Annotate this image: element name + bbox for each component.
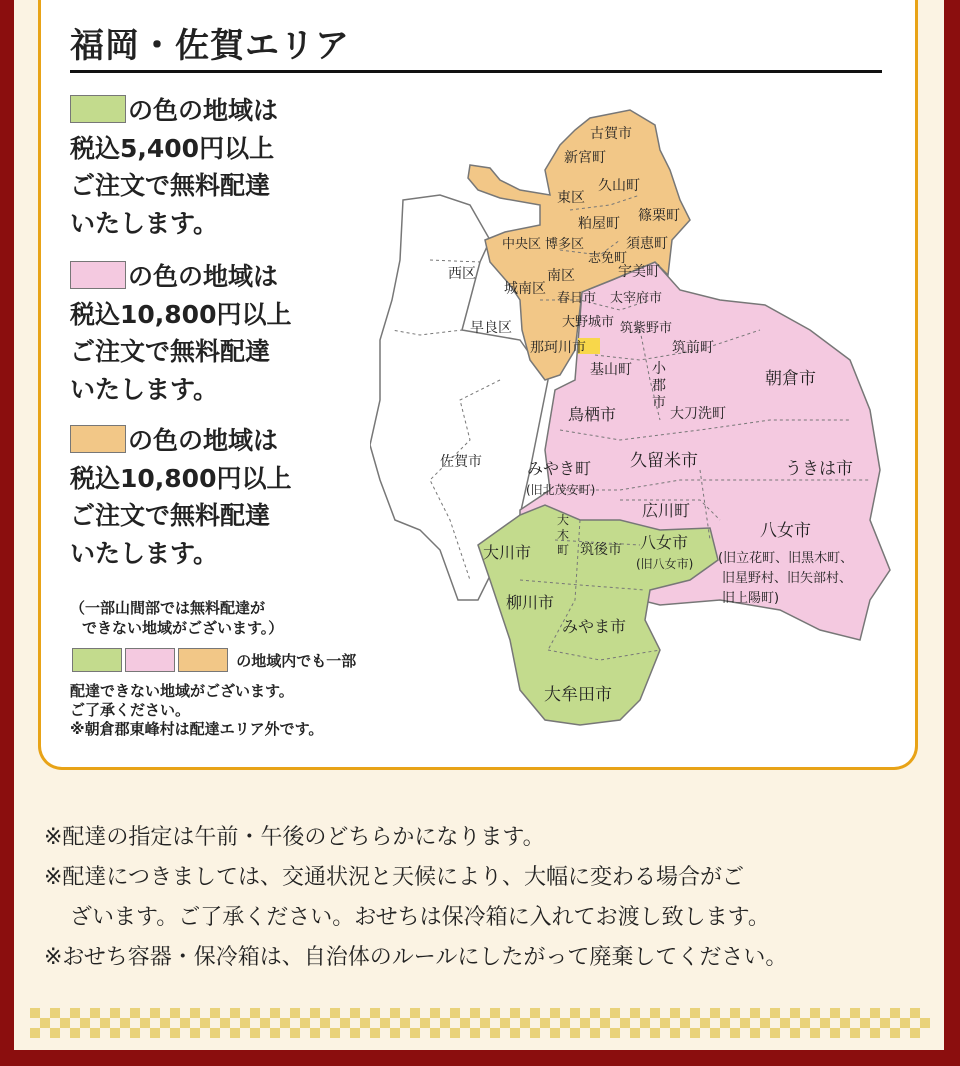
checker-border — [30, 1008, 930, 1038]
legend-text: ご注文で無料配達 — [70, 337, 271, 366]
legend-text: いたします。 — [70, 538, 219, 568]
place-label: 柳川市 — [506, 593, 555, 612]
place-label: (旧北茂安町) — [526, 483, 596, 497]
legend-text: 税込10,800円以上 — [70, 299, 292, 329]
place-label: 大刀洗町 — [670, 406, 726, 422]
legend-text: の色の地域は — [128, 96, 279, 125]
place-label: 粕屋町 — [578, 216, 620, 232]
place-label: 志免町 — [588, 251, 628, 266]
note-line: ※おせち容器・保冷箱は、自治体のルールにしたがって廃棄してください。 — [44, 945, 788, 970]
green-swatch — [72, 648, 122, 672]
note-line: ※配達の指定は午前・午後のどちらかになります。 — [44, 825, 545, 850]
place-label: 小 — [652, 361, 666, 377]
place-label: 旧星野村、旧矢部村、 — [722, 571, 853, 586]
place-label: 博多区 — [545, 237, 585, 252]
place-label: 鳥栖市 — [568, 405, 617, 424]
delivery-map — [370, 105, 900, 735]
place-label: 早良区 — [470, 320, 512, 336]
place-label: 太宰府市 — [610, 291, 663, 306]
place-label: (旧八女市) — [636, 557, 694, 571]
place-label: 郡 — [652, 378, 666, 394]
place-label: (旧立花町、旧黒木町、 — [718, 551, 854, 566]
note-line: ざいます。ご了承ください。おせちは保冷箱に入れてお渡し致します。 — [70, 905, 770, 930]
pink-swatch — [70, 261, 126, 289]
note-line: できない地域がございます。） — [82, 619, 284, 637]
place-label: 広川町 — [642, 501, 691, 520]
legend-text: ご注文で無料配達 — [70, 501, 271, 530]
place-label: みやま市 — [562, 617, 627, 636]
orange-swatch — [70, 425, 126, 453]
place-label: 大 — [557, 513, 570, 527]
place-label: みやき町 — [527, 459, 592, 478]
partial-note — [70, 682, 323, 739]
orange-swatch — [178, 648, 228, 672]
note-line: 配達できない地域がございます。 — [70, 682, 294, 700]
legend-text: 税込10,800円以上 — [70, 463, 292, 493]
place-label: 朝倉市 — [765, 369, 816, 389]
legend-text: の色の地域は — [128, 426, 279, 455]
place-label: 八女市 — [640, 533, 689, 552]
place-label: 基山町 — [590, 362, 632, 378]
place-label: 町 — [557, 543, 570, 557]
note-line: ※配達につきましては、交通状況と天候により、大幅に変わる場合がご — [44, 865, 744, 890]
swatch-row — [72, 648, 356, 672]
place-label: 佐賀市 — [440, 454, 482, 470]
legend-green — [70, 92, 278, 242]
legend-text: 税込5,400円以上 — [70, 133, 275, 163]
place-label: 旧上陽町) — [722, 591, 780, 606]
page-title: 福岡・佐賀エリア — [70, 26, 350, 66]
place-label: 大川市 — [483, 543, 532, 562]
place-label: 新宮町 — [564, 150, 606, 166]
legend-orange — [70, 422, 291, 572]
delivery-notes — [44, 818, 924, 978]
place-label: 西区 — [448, 266, 476, 282]
mountain-note — [70, 598, 283, 638]
note-line: （一部山間部では無料配達が — [70, 599, 266, 617]
title-underline — [70, 70, 882, 73]
green-swatch — [70, 95, 126, 123]
legend-text: いたします。 — [70, 374, 219, 404]
place-label: 筑紫野市 — [620, 321, 673, 336]
legend-text: ご注文で無料配達 — [70, 171, 271, 200]
legend-text: いたします。 — [70, 208, 219, 238]
note-line: の地域内でも一部 — [236, 652, 357, 670]
place-label: 市 — [652, 395, 666, 411]
place-label: 筑後市 — [580, 542, 622, 558]
place-label: 久留米市 — [630, 451, 698, 471]
place-label: うきは市 — [785, 459, 853, 479]
place-label: 久山町 — [598, 178, 640, 194]
pink-swatch — [125, 648, 175, 672]
place-label: 宇美町 — [618, 264, 660, 280]
place-label: 木 — [557, 528, 570, 542]
legend-pink — [70, 258, 291, 408]
place-label: 筑前町 — [672, 340, 714, 356]
place-label: 東区 — [557, 190, 585, 206]
note-line: ※朝倉郡東峰村は配達エリア外です。 — [70, 720, 324, 738]
place-label: 中央区 — [502, 237, 542, 252]
place-label: 篠栗町 — [638, 208, 680, 224]
place-label: 大牟田市 — [544, 685, 612, 705]
place-label: 古賀市 — [590, 126, 632, 142]
place-label: 大野城市 — [562, 315, 615, 330]
place-label: 城南区 — [504, 281, 546, 297]
place-label: 春日市 — [557, 291, 597, 306]
note-line: ご了承ください。 — [70, 701, 191, 719]
place-label: 八女市 — [760, 521, 811, 541]
legend-text: の色の地域は — [128, 262, 279, 291]
place-label: 須恵町 — [626, 236, 668, 252]
place-label: 那珂川市 — [530, 340, 586, 356]
place-label: 南区 — [547, 268, 575, 284]
